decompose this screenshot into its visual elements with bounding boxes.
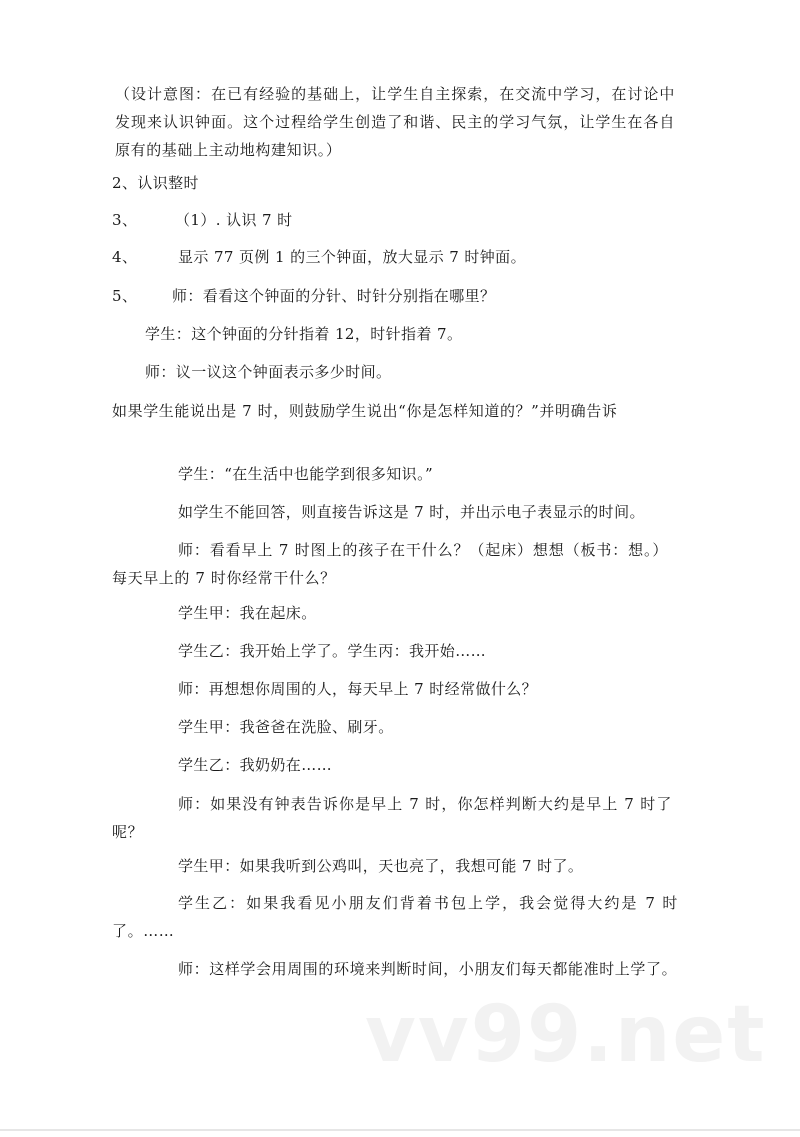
watermark: vv99.net: [365, 990, 767, 1080]
list-item-4-text: 显示 77 页例 1 的三个钟面，放大显示 7 时钟面。: [178, 248, 526, 266]
list-number: 5、: [112, 287, 138, 305]
paragraph-if-student-cannot: 如学生不能回答，则直接告诉这是 7 时，并出示电子表显示的时间。: [178, 503, 645, 521]
dialogue-teacher-4: 师：如果没有钟表告诉你是早上 7 时，你怎样判断大约是早上 7 时了呢？: [112, 795, 672, 841]
dialogue-student-a-1: 学生甲：我在起床。: [178, 604, 317, 622]
list-item-3: [112, 207, 137, 233]
dialogue-student-b-3: 学生乙：如果我看见小朋友们背着书包上学，我会觉得大约是 7 时了。……: [112, 894, 678, 940]
dialogue-student-2: 学生：“在生活中也能学到很多知识。”: [178, 465, 434, 483]
page-bottom-divider: [0, 1129, 800, 1131]
dialogue-teacher-1: 师：议一议这个钟面表示多少时间。: [145, 363, 392, 381]
dialogue-teacher-3: 师：再想想你周围的人，每天早上 7 时经常做什么？: [178, 680, 538, 698]
dialogue-teacher-2: 师：看看早上 7 时图上的孩子在干什么？（起床）想想（板书：想。）每天早上的 7 时你经常干什么？: [112, 541, 668, 587]
list-item-5: [112, 283, 137, 309]
list-item-4: [112, 244, 137, 270]
list-number: 3、: [112, 211, 138, 229]
section-heading-recognize-hours: 2、认识整时: [112, 174, 199, 192]
paragraph-if-student-can: 如果学生能说出是 7 时，则鼓励学生说出“你是怎样知道的？”并明确告诉: [112, 402, 618, 420]
dialogue-student-a-3: 学生甲：如果我听到公鸡叫，天也亮了，我想可能 7 时了。: [178, 857, 584, 875]
dialogue-teacher-5: 师：这样学会用周围的环境来判断时间，小朋友们每天都能准时上学了。: [178, 960, 678, 978]
dialogue-student-1: 学生：这个钟面的分针指着 12，时针指着 7。: [145, 325, 463, 343]
dialogue-student-b-2: 学生乙：我奶奶在……: [178, 756, 333, 774]
dialogue-student-b-1: 学生乙：我开始上学了。学生丙：我开始……: [178, 642, 487, 660]
design-intent-paragraph: （设计意图：在已有经验的基础上，让学生自主探索，在交流中学习，在讨论中发现来认识钟面。这个过程给学生创造了和谐、民主的学习气氛，让学生在各自原有的基础上主动地构建知识。）: [115, 85, 675, 159]
list-item-3-text: （1）. 认识 7 时: [175, 211, 293, 229]
list-item-5-text: 师：看看这个钟面的分针、时针分别指在哪里？: [172, 287, 496, 305]
list-number: 4、: [112, 248, 138, 266]
dialogue-student-a-2: 学生甲：我爸爸在洗脸、刷牙。: [178, 718, 394, 736]
